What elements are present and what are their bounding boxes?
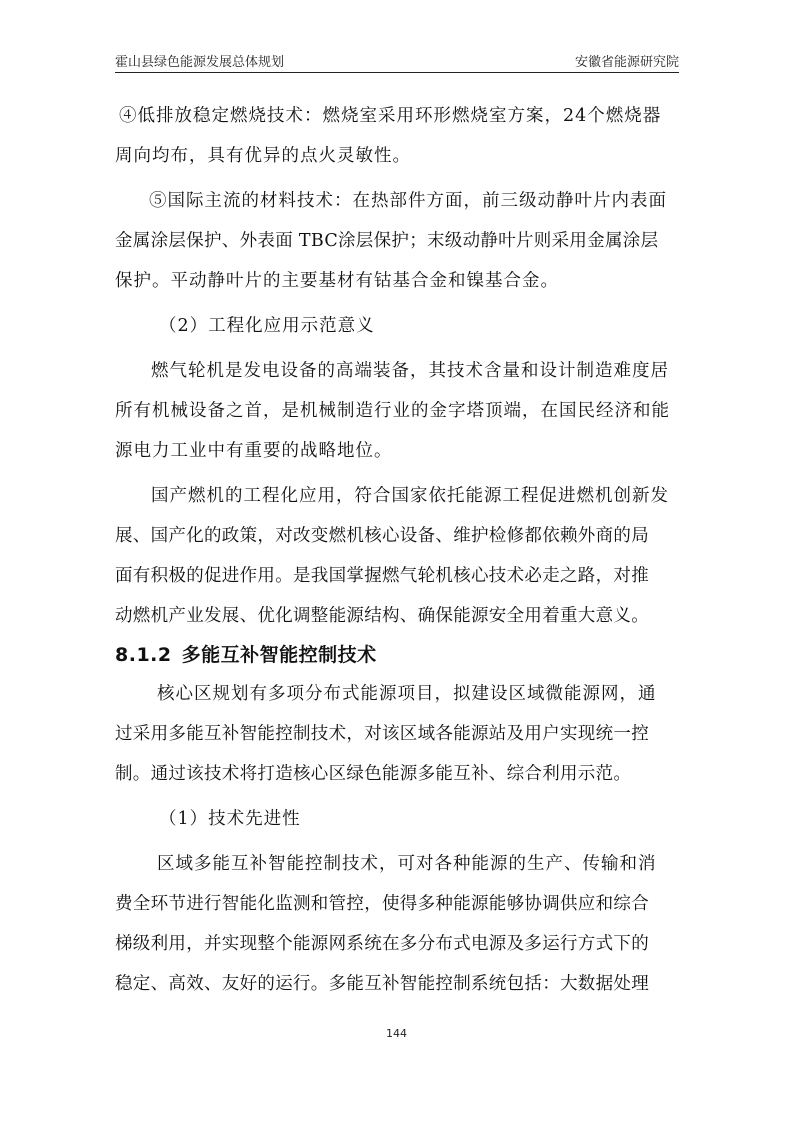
paragraph-core-area-plan — [115, 674, 675, 794]
paragraph-gas-turbine-importance — [115, 351, 675, 471]
paragraph-line: 梯级利用，并实现整个能源网系统在多分布式电源及多运行方式下的 — [115, 934, 649, 954]
paragraph-line: ④低排放稳定燃烧技术：燃烧室采用环形燃烧室方案，24个燃烧器 — [119, 106, 662, 126]
paragraph-line: 国产燃机的工程化应用，符合国家依托能源工程促进燃机创新发 — [151, 486, 669, 506]
paragraph-materials-technology — [115, 181, 675, 301]
paragraph-line: 周向均布，具有优异的点火灵敏性。 — [115, 146, 411, 166]
paragraph-line: 保护。平动静叶片的主要基材有钴基合金和镍基合金。 — [115, 271, 559, 291]
paragraph-low-emission-combustion — [115, 96, 675, 176]
subheading-tech-advancement: （1）技术先进性 — [159, 809, 301, 829]
header-divider — [115, 72, 679, 73]
page-header — [115, 50, 679, 70]
paragraph-line: 制。通过该技术将打造核心区绿色能源多能互补、综合利用示范。 — [115, 764, 632, 784]
section-number: 8.1.2 — [115, 644, 172, 666]
paragraph-line: 源电力工业中有重要的战略地位。 — [115, 441, 393, 461]
paragraph-line: 所有机械设备之首，是机械制造行业的金字塔顶端，在国民经济和能 — [115, 401, 670, 421]
section-heading — [115, 636, 675, 674]
paragraph-line: 动燃机产业发展、优化调整能源结构、确保能源安全用着重大意义。 — [115, 606, 649, 626]
header-organization: 安徽省能源研究院 — [574, 55, 679, 70]
paragraph-line: 燃气轮机是发电设备的高端装备，其技术含量和设计制造难度居 — [151, 361, 669, 381]
page-body — [115, 96, 675, 1004]
paragraph-multi-energy-control — [115, 844, 675, 1004]
paragraph-line: 费全环节进行智能化监测和管控，使得多种能源能够协调供应和综合 — [115, 894, 649, 914]
paragraph-line: 核心区规划有多项分布式能源项目，拟建设区域微能源网，通 — [157, 684, 657, 704]
paragraph-line: 展、国产化的政策，对改变燃机核心设备、维护检修都依赖外商的局 — [115, 526, 649, 546]
subheading-engineering-demo: （2）工程化应用示范意义 — [159, 316, 375, 336]
paragraph-line: 区域多能互补智能控制技术，可对各种能源的生产、传输和消 — [157, 854, 657, 874]
section-title: 多能互补智能控制技术 — [181, 644, 377, 666]
page-number: 144 — [386, 1027, 407, 1040]
paragraph-line: 面有积极的促进作用。是我国掌握燃气轮机核心技术必走之路，对推 — [115, 566, 649, 586]
paragraph-line: 金属涂层保护、外表面 TBC涂层保护；末级动静叶片则采用金属涂层 — [115, 231, 659, 251]
header-document-title: 霍山县绿色能源发展总体规划 — [115, 55, 285, 70]
paragraph-line: 过采用多能互补智能控制技术，对该区域各能源站及用户实现统一控 — [115, 724, 649, 744]
paragraph-line: ⑤国际主流的材料技术：在热部件方面，前三级动静叶片内表面 — [149, 191, 667, 211]
paragraph-domestic-turbine-application — [115, 476, 675, 636]
paragraph-line: 稳定、高效、友好的运行。多能互补智能控制系统包括：大数据处理 — [115, 974, 649, 994]
